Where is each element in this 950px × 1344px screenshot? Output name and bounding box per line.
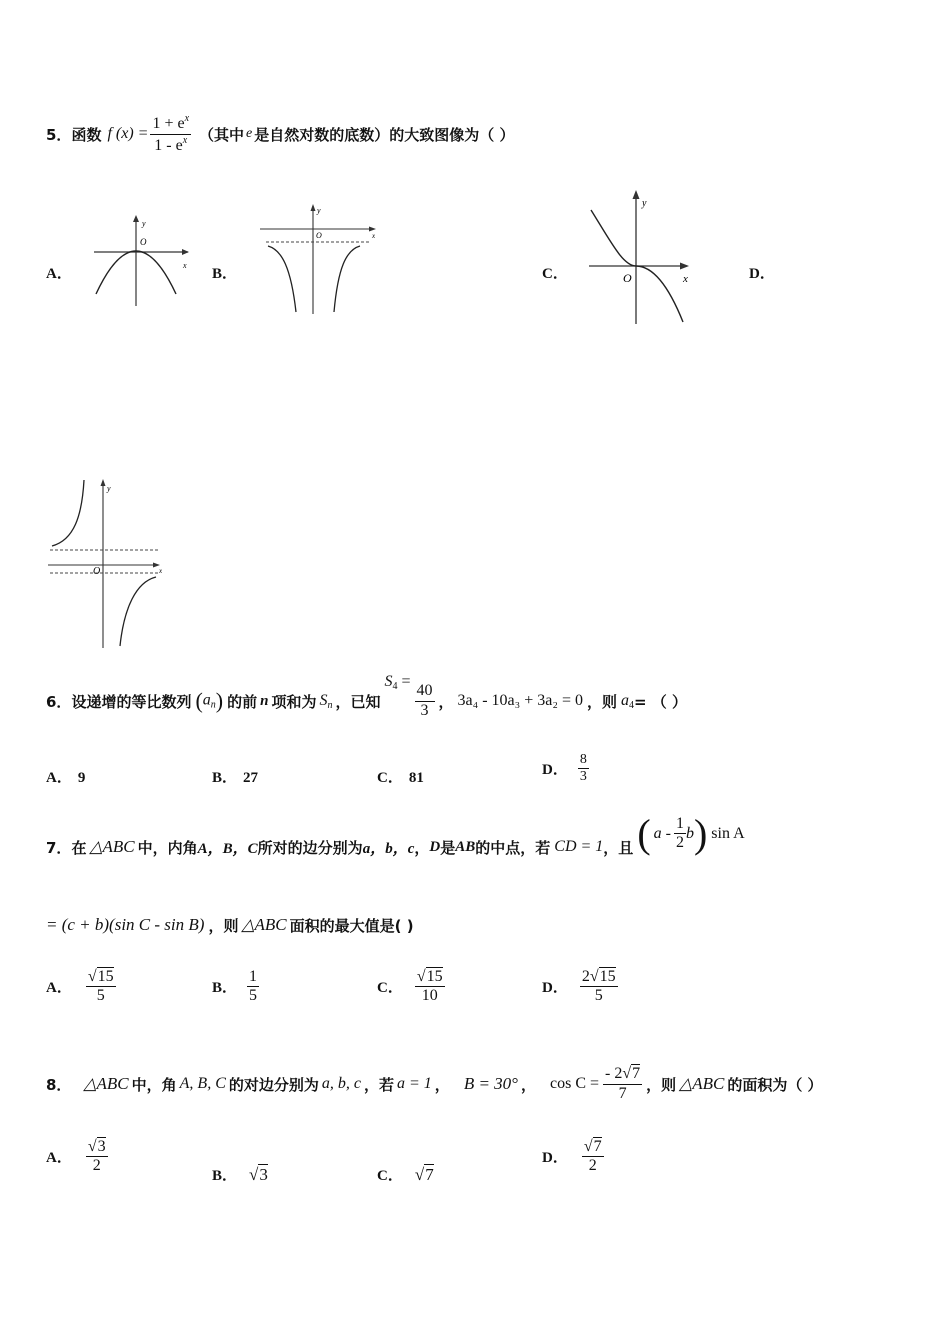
q7-option-c-fraction: $\frac{√15}{10}$ (416, 968, 443, 1005)
q6-text-6: ，则 (586, 692, 617, 711)
q6-a4-sub: 4 (628, 700, 634, 711)
q7-option-d-den: 5 (594, 987, 603, 1005)
q6-option-d[interactable] (542, 752, 589, 785)
q6-s4-sub: 4 (392, 681, 398, 692)
q6-equation: 3a₄ - 10a₃ + 3a₂ = 0 (457, 692, 583, 709)
q5-graph-a[interactable] (92, 212, 192, 308)
q8-triangle: △ABC (83, 1074, 129, 1093)
q5-graph-d[interactable] (46, 476, 170, 650)
x-axis-arrow (182, 249, 189, 255)
q6-seq-a: a (202, 691, 211, 709)
q5-option-d-label[interactable]: D． (749, 266, 775, 282)
axis-y-label: y (107, 484, 111, 493)
q5-frac-den: 1 - e (154, 136, 183, 154)
axis-x-label: x (683, 273, 688, 285)
q7-triangle: △ABC (89, 837, 135, 856)
q8-option-a-num: 3 (97, 1138, 106, 1155)
q5-fraction (150, 113, 191, 155)
q8-cos-num-rad: 7 (632, 1065, 641, 1083)
q6-s4 (385, 672, 411, 692)
q7-stem-line2 (46, 910, 414, 940)
q6-s4-S: S (384, 673, 393, 690)
q6-number: 6． (46, 692, 72, 711)
q7-option-c[interactable] (377, 968, 445, 1006)
q6-S-sub: n (327, 700, 333, 711)
q7-option-d-label: D． (542, 980, 568, 997)
q7-text-9: 面积的最大值是( ) (289, 916, 414, 935)
q8-option-d-num: 7 (593, 1138, 602, 1155)
q8-option-c-value: √7 (414, 1164, 434, 1184)
q6-text-1: 设递增的等比数列 (71, 692, 192, 711)
q7-option-b-fraction (247, 968, 259, 1006)
origin-label: O (316, 231, 322, 240)
q6-text-4: ，已知 (335, 692, 381, 711)
q8-text-5: ， (520, 1075, 536, 1094)
q6-s4-fraction (415, 682, 435, 720)
q5-lead: 函数 (71, 125, 102, 144)
q7-option-b-den: 5 (249, 987, 258, 1005)
q5-graph-c[interactable] (585, 186, 700, 326)
q8-option-b-rad: 3 (259, 1164, 268, 1184)
q6-option-b-label: B． (212, 770, 238, 786)
q6-option-d-num: 8 (578, 752, 589, 769)
q7-D: D (429, 838, 441, 855)
axis-x-label: x (183, 261, 187, 270)
q8-triangle-2: △ABC (679, 1074, 725, 1093)
q7-text-6: 的中点，若 (475, 838, 551, 857)
q8-text-6: ，则 (646, 1075, 677, 1094)
q7-lhs: ( a - $\frac{1}{2}$ b ) sin A (637, 811, 745, 856)
axis-y-label: y (642, 198, 647, 209)
q6-s4-den: 3 (420, 701, 429, 719)
q8-cos-den: 7 (618, 1084, 627, 1102)
q6-S: S (319, 692, 328, 709)
q5-mid1: （其中 (199, 125, 245, 144)
q7-option-c-den: 10 (421, 987, 438, 1005)
q6-seq-sub: n (210, 699, 216, 711)
axis-x-label: x (159, 567, 163, 575)
q7-triangle-2: △ABC (241, 915, 287, 934)
q7-option-d-fraction: $\frac{2√15}{5}$ (581, 968, 616, 1005)
q7-option-b-num: 1 (247, 968, 259, 987)
origin-label: O (93, 566, 101, 577)
q7-stem-line1 (46, 812, 745, 882)
q6-option-b-value: 27 (243, 770, 259, 786)
q8-angles: A, B, C (179, 1075, 226, 1092)
q7-option-a-num: 15 (97, 968, 114, 985)
q6-a4-a: a (620, 692, 629, 709)
q7-option-a-den: 5 (96, 987, 105, 1005)
q8-text-3: ，若 (363, 1075, 394, 1094)
q6-s4-num: 40 (415, 682, 435, 701)
y-axis-arrow (311, 204, 316, 211)
q7-lhs-b: b (685, 824, 694, 842)
q7-option-a[interactable] (46, 968, 116, 1006)
q6-sequence: $(a_n)$ (195, 688, 224, 713)
q6-option-c-value: 81 (408, 770, 424, 786)
q7-option-d-coef: 2 (581, 968, 590, 985)
q6-sn (319, 691, 332, 711)
q6-n: n (260, 692, 269, 709)
q7-option-a-label: A． (46, 980, 72, 997)
axis-y-label: y (317, 206, 321, 215)
q8-option-b-label: B． (212, 1168, 238, 1184)
q6-option-c[interactable] (377, 766, 424, 787)
q6-option-a-value: 9 (77, 770, 86, 786)
q6-text-7: = （ ） (633, 692, 687, 711)
q6-s4-eq: = (397, 673, 411, 690)
q6-a4 (621, 691, 634, 711)
q6-option-d-den: 3 (579, 769, 587, 785)
curve-left (268, 246, 296, 312)
q7-text-4: ， (414, 838, 430, 857)
q5-e: e (246, 126, 253, 141)
q8-option-a-label: A． (46, 1150, 72, 1167)
curve-right (120, 577, 156, 646)
q6-option-a[interactable] (46, 766, 85, 787)
q5-number: 5． (46, 125, 72, 144)
q6-text-5: ， (438, 692, 454, 711)
q6-option-d-fraction (578, 752, 589, 785)
q8-option-c-label: C． (377, 1168, 403, 1184)
q5-frac-num-exp: x (184, 113, 190, 125)
origin-label: O (623, 271, 632, 285)
q7-text-7: ，且 (603, 838, 634, 857)
q8-option-a-den: 2 (92, 1157, 101, 1175)
q7-option-b[interactable] (212, 968, 259, 1006)
y-axis-arrow (633, 190, 640, 199)
q6-option-d-label: D． (542, 762, 568, 779)
q7-option-d-num: 15 (599, 968, 616, 985)
q7-option-c-num: 15 (426, 968, 443, 985)
q5-frac-den-exp: x (182, 134, 188, 146)
q7-sides: a，b，c (362, 840, 415, 857)
q8-a-eq: a = 1 (397, 1075, 432, 1092)
q8-option-a-fraction: $\frac{√3}{2}$ (87, 1138, 106, 1175)
q7-option-a-fraction: $\frac{√15}{5}$ (87, 968, 114, 1005)
q8-cos-num-sign: - 2 (605, 1065, 623, 1083)
q8-text-2: 的对边分别为 (228, 1075, 319, 1094)
x-axis-arrow (369, 227, 376, 232)
curve-right (334, 246, 360, 312)
q7-lhs-sin: sin A (711, 824, 745, 842)
q7-option-c-label: C． (377, 980, 403, 997)
q7-lhs-num: 1 (674, 815, 686, 834)
q7-angles: A，B，C (197, 840, 258, 857)
q7-lhs-den: 2 (675, 834, 684, 851)
q7-text-2: 中，内角 (137, 838, 198, 857)
q8-sides: a, b, c (321, 1075, 361, 1092)
q7-lhs-a: a - (653, 824, 671, 842)
q6-text-2: 的前 (227, 692, 258, 711)
q8-option-b-value: √3 (249, 1164, 268, 1184)
q6-text-3: 项和为 (271, 692, 317, 711)
y-axis-arrow (133, 215, 139, 222)
q8-option-b[interactable] (212, 1164, 268, 1185)
q8-option-d-den: 2 (588, 1157, 597, 1175)
q7-AB: AB (455, 838, 476, 855)
q7-rhs: = (c + b)(sin C - sin B) (46, 915, 205, 934)
q7-cd: CD = 1 (554, 838, 604, 855)
q8-cos-lhs: cos C = (549, 1075, 600, 1092)
q8-option-c-rad: 7 (425, 1164, 434, 1184)
q7-text-8: ，则 (208, 916, 239, 935)
q6-stem (46, 668, 687, 734)
q5-func: f (x) = (107, 125, 149, 142)
q8-text-4: ， (434, 1075, 450, 1094)
q5-option-c-label[interactable]: C． (542, 266, 568, 282)
origin-label: O (140, 237, 147, 247)
q8-option-d-label: D． (542, 1150, 568, 1167)
q8-stem (46, 1056, 823, 1112)
x-axis-arrow (680, 263, 689, 270)
q8-option-a[interactable] (46, 1138, 108, 1176)
q8-text-7: 的面积为（ ） (727, 1075, 823, 1094)
q8-b-eq: B = 30° (463, 1074, 518, 1093)
axis-x-label: x (372, 232, 376, 240)
q6-option-c-label: C． (377, 770, 403, 786)
q7-number: 7． (46, 838, 72, 857)
q5-stem (46, 104, 515, 164)
q8-option-d[interactable] (542, 1138, 604, 1176)
q7-option-b-label: B． (212, 980, 238, 997)
q8-option-c[interactable] (377, 1164, 434, 1185)
q7-option-d[interactable] (542, 968, 618, 1006)
q7-text-5: 是 (440, 838, 456, 857)
q6-option-a-label: A． (46, 770, 72, 786)
q7-lhs-fraction (674, 815, 686, 853)
q5-option-b-label[interactable]: B． (212, 266, 238, 282)
q7-text-1: 在 (71, 838, 87, 857)
q5-option-a-label[interactable]: A． (46, 266, 72, 282)
q8-option-d-fraction: $\frac{√7}{2}$ (583, 1138, 602, 1175)
q8-text-1: 中，角 (131, 1075, 177, 1094)
q8-number: 8． (46, 1075, 72, 1094)
axis-y-label: y (142, 219, 146, 228)
q7-text-3: 所对的边分别为 (257, 838, 363, 857)
q5-graph-b[interactable] (258, 202, 382, 316)
q6-option-b[interactable] (212, 766, 258, 787)
curve-left (52, 480, 84, 546)
q5-mid2: 是自然对数的底数）的大致图像为（ ） (254, 125, 515, 144)
q8-cos-fraction: $\frac{- 2√7}{7}$ (605, 1065, 641, 1102)
y-axis-arrow (101, 479, 106, 486)
q5-frac-num: 1 + e (152, 115, 185, 133)
